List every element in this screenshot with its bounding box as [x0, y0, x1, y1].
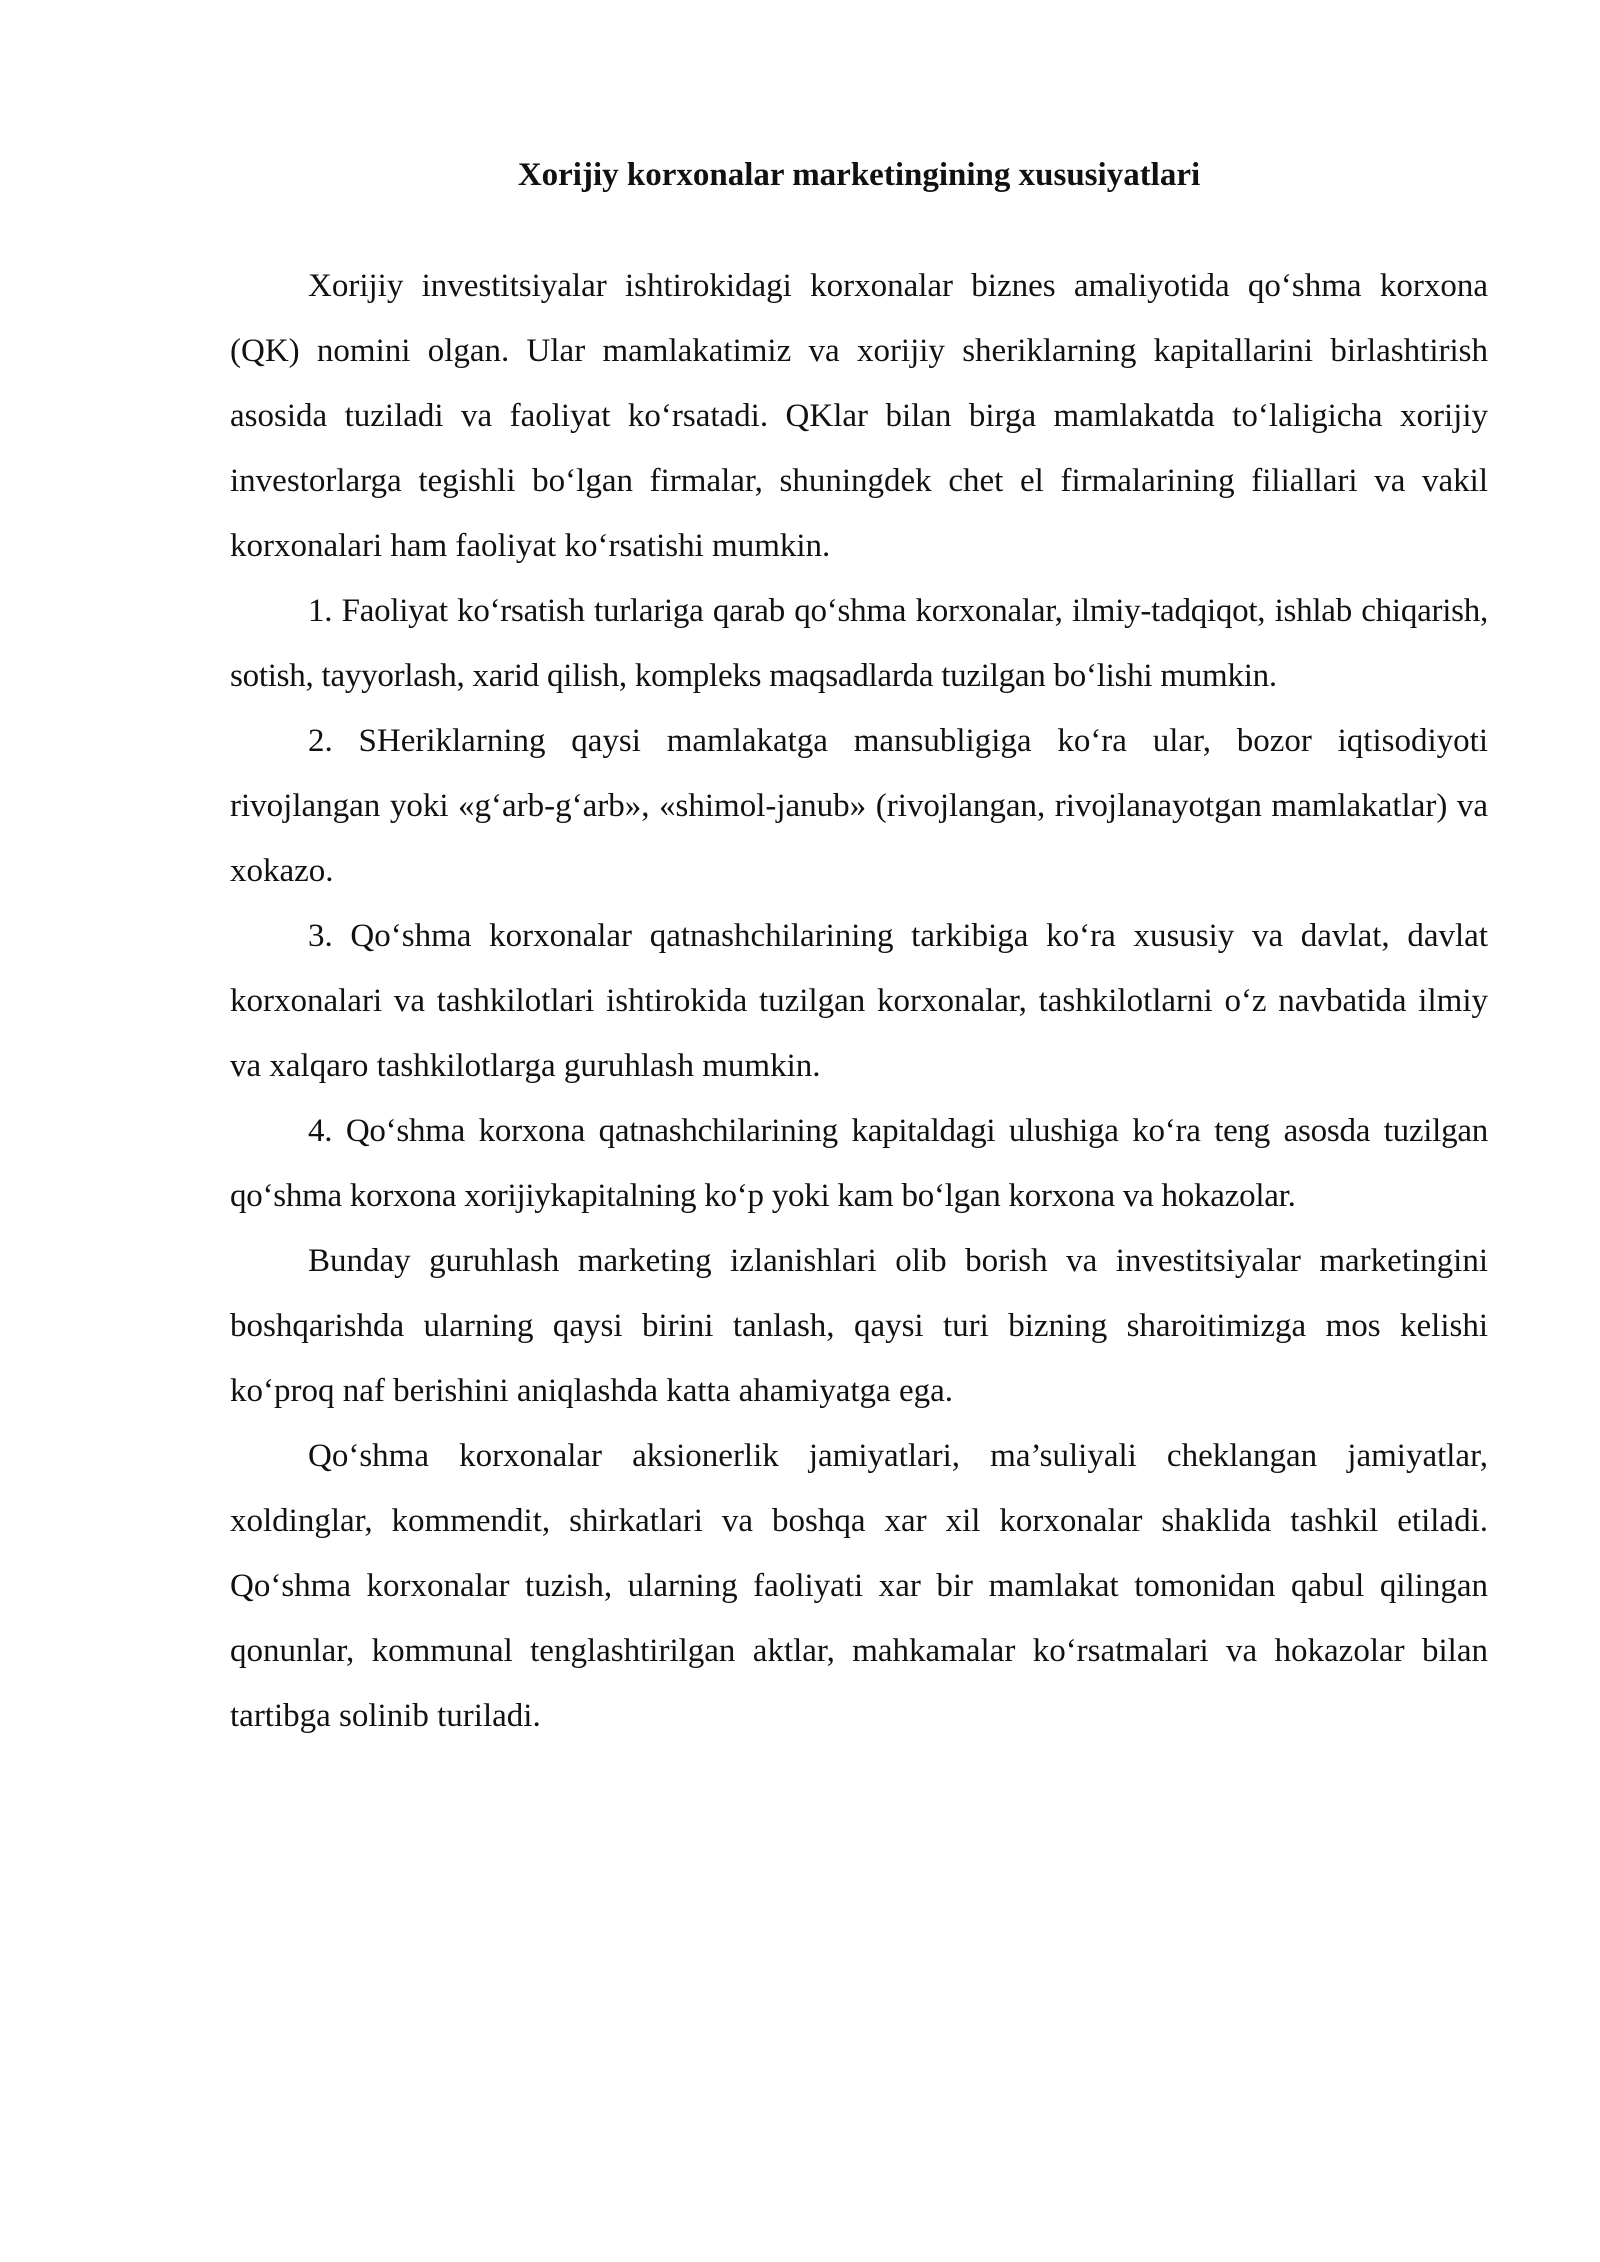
- paragraph-forms: Qo‘shma korxonalar aksionerlik jamiyatlari, ma’suliyali cheklangan jamiyatlar, xoldinglar, kommendit, shirkatlari va boshqa xar xil korxonalar shaklida tashkil etiladi. Qo‘shma korxonalar tuzish, ularning faoliyati xar bir mamlakat tomonidan qabul qilingan qonunlar, kommunal tenglashtirilgan aktlar, mahkamalar ko‘rsatmalari va hokazolar bilan tartibga solinib turiladi.: [230, 1438, 1488, 1734]
- document-body: [230, 148, 1488, 1749]
- paragraph-item-1: 1. Faoliyat ko‘rsatish turlariga qarab qo‘shma korxonalar, ilmiy-tadqiqot, ishlab chiqarish, sotish, tayyorlash, xarid qilish, kompleks maqsadlarda tuzilgan bo‘lishi mumkin.: [230, 593, 1488, 694]
- document-title: Xorijiy korxonalar marketingining xususiyatlari: [517, 157, 1201, 193]
- paragraph-item-3: 3. Qo‘shma korxonalar qatnashchilarining tarkibiga ko‘ra xususiy va davlat, davlat korxonalari va tashkilotlari ishtirokida tuzilgan korxonalar, tashkilotlarni o‘z navbatida ilmiy va xalqaro tashkilotlarga guruhlash mumkin.: [230, 918, 1488, 1084]
- paragraph-item-2: 2. SHeriklarning qaysi mamlakatga mansubligiga ko‘ra ular, bozor iqtisodiyoti rivojlangan yoki «g‘arb-g‘arb», «shimol-janub» (rivojlangan, rivojlanayotgan mamlakatlar) va xokazo.: [230, 723, 1488, 889]
- paragraph-grouping: Bunday guruhlash marketing izlanishlari olib borish va investitsiyalar marketingini boshqarishda ularning qaysi birini tanlash, qaysi turi bizning sharoitimizga mos kelishi ko‘proq naf berishini aniqlashda katta ahamiyatga ega.: [230, 1243, 1488, 1409]
- paragraph-item-4: 4. Qo‘shma korxona qatnashchilarining kapitaldagi ulushiga ko‘ra teng asosda tuzilgan qo‘shma korxona xorijiykapitalning ko‘p yoki kam bo‘lgan korxona va hokazolar.: [230, 1113, 1488, 1214]
- paragraph-intro: Xorijiy investitsiyalar ishtirokidagi korxonalar biznes amaliyotida qo‘shma korxona (QK) nomini olgan. Ular mamlakatimiz va xorijiy sheriklarning kapitallarini birlashtirish asosida tuziladi va faoliyat ko‘rsatadi. QKlar bilan birga mamlakatda to‘laligicha xorijiy investorlarga tegishli bo‘lgan firmalar, shuningdek chet el firmalarining filiallari va vakil korxonalari ham faoliyat ko‘rsatishi mumkin.: [230, 268, 1488, 564]
